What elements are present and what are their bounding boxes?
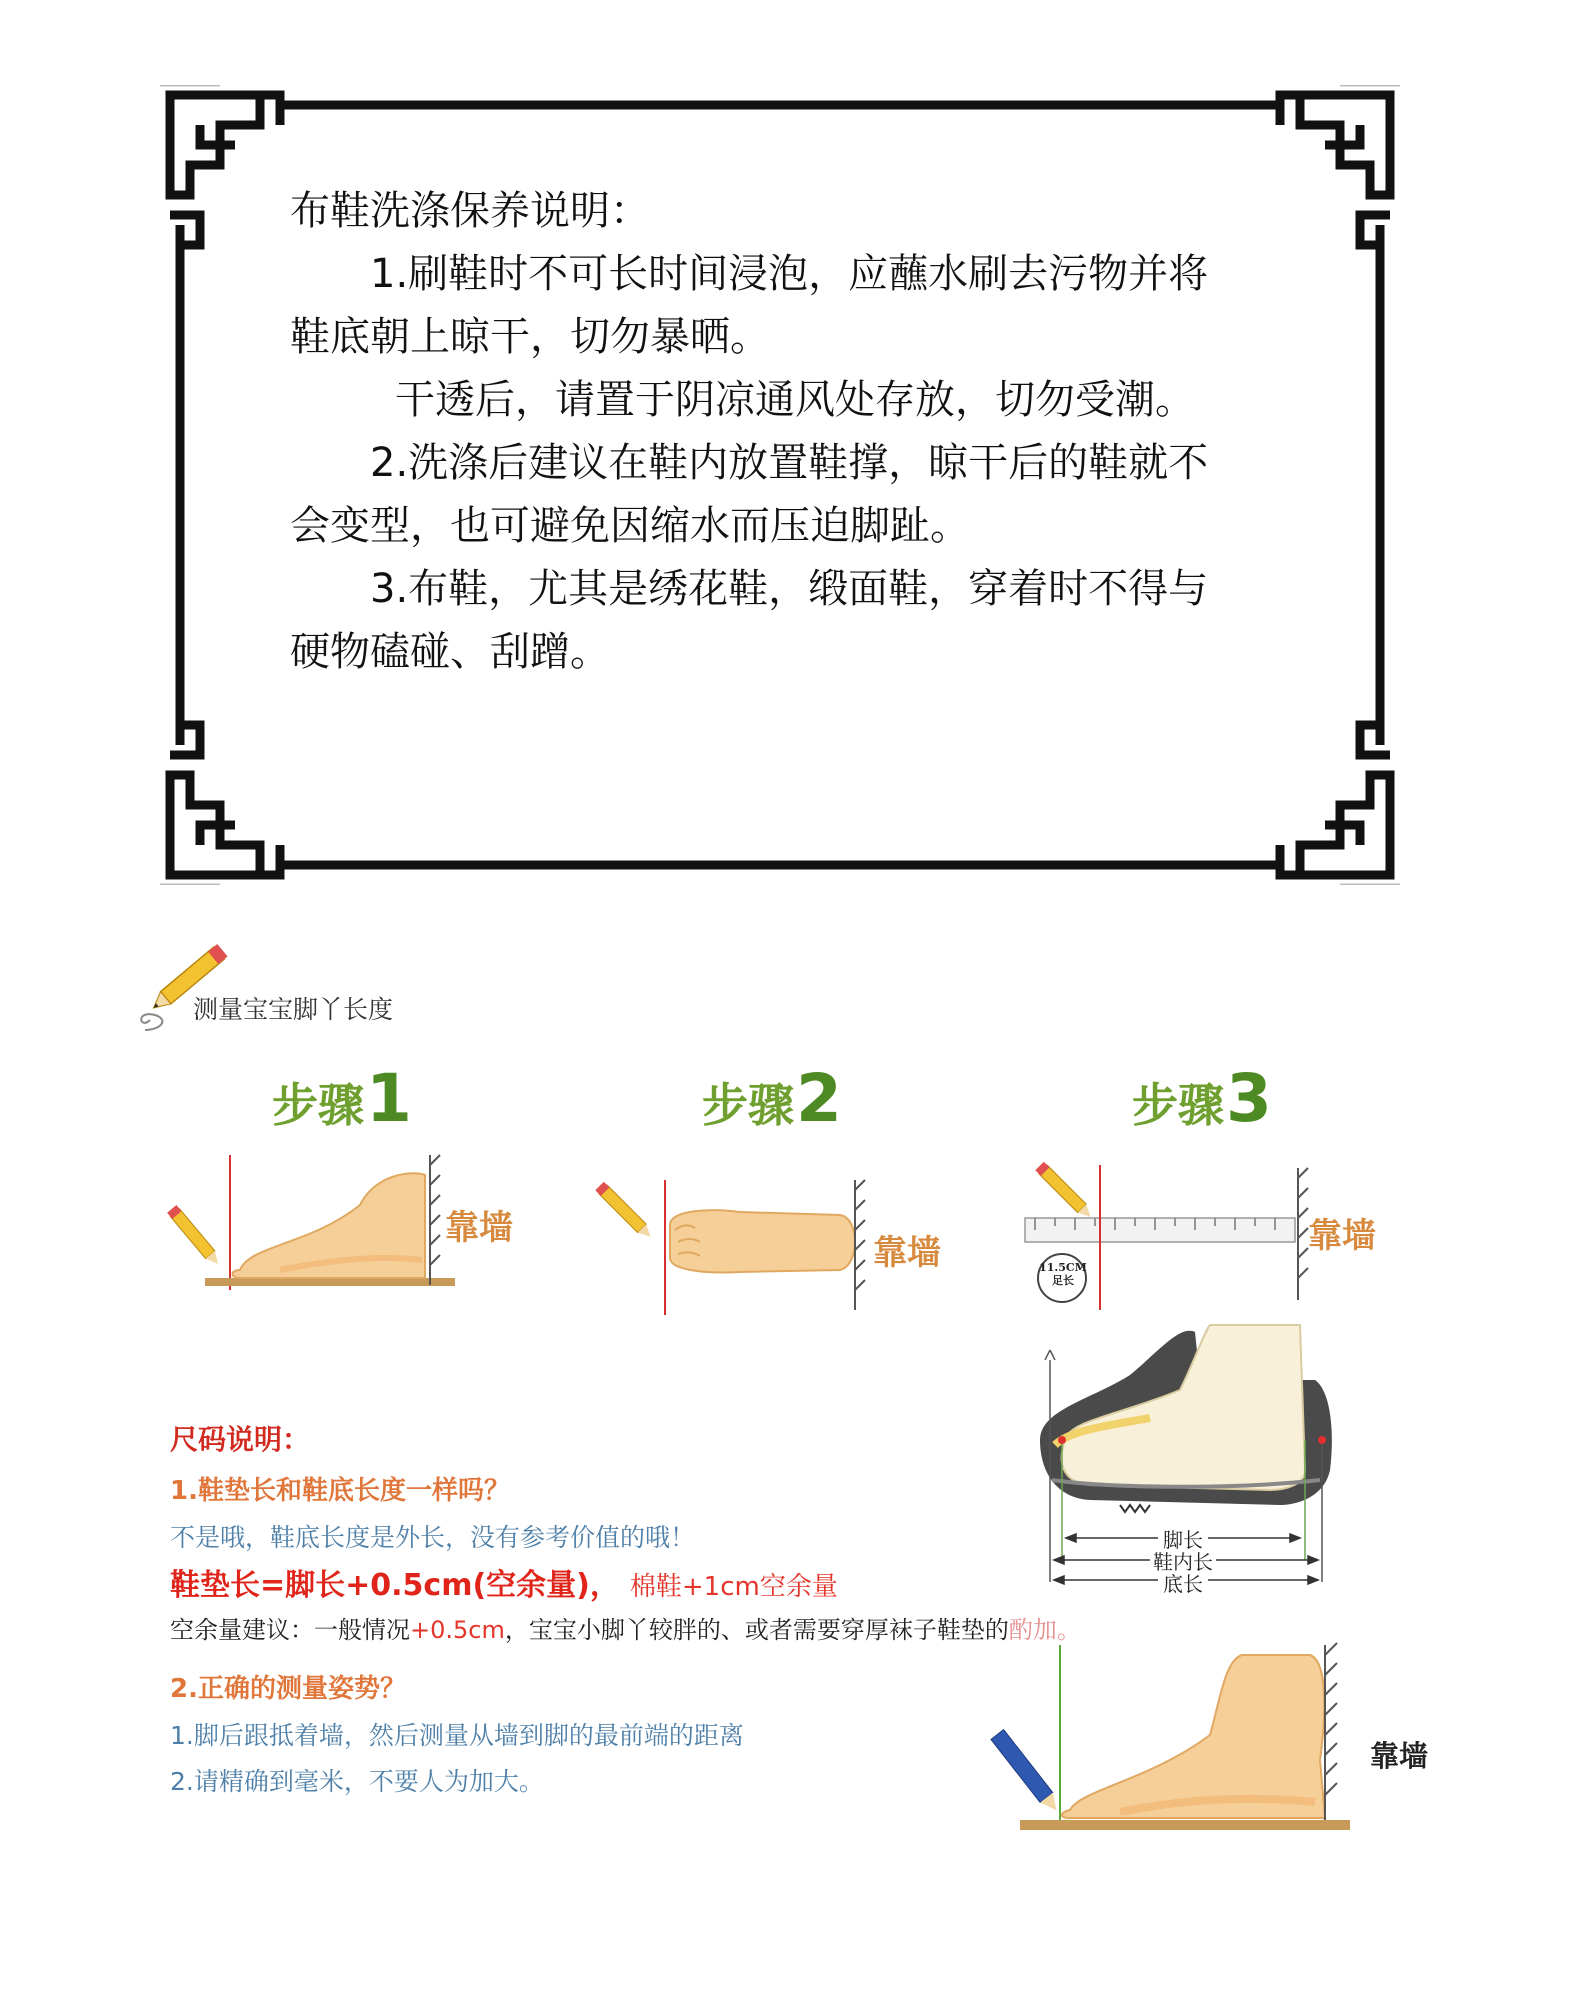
wall-hatch: [430, 1155, 440, 1285]
insole-formula: [170, 1560, 838, 1604]
step-1-illustration: [160, 1150, 460, 1300]
cotton-shoe-note: 棉鞋+1cm空余量: [629, 1572, 838, 1602]
answer-1: 不是哦，鞋底长度是外长，没有参考价值的哦！: [170, 1523, 696, 1552]
step-3-label: 步骤: [1132, 1078, 1224, 1132]
size-title: 尺码说明：: [170, 1423, 311, 1456]
step-1-wall-label: 靠墙: [445, 1208, 513, 1248]
step-2-number: 2: [796, 1060, 842, 1137]
spare-suffix: 酌加。: [1008, 1616, 1081, 1644]
care-instructions: [290, 180, 1290, 684]
step-1-label: 步骤: [272, 1078, 364, 1132]
care-line-2: 鞋底朝上晾干，切勿暴晒。: [290, 314, 770, 360]
inner-length-label: 鞋内长: [1153, 1550, 1213, 1574]
length-badge-text: [1038, 1261, 1088, 1287]
spare-mid: ，宝宝小脚丫较胖的、或者需要穿厚袜子鞋垫的: [504, 1616, 1009, 1644]
care-title: 布鞋洗涤保养说明：: [290, 188, 650, 234]
length-badge-unit: 足长: [1052, 1274, 1074, 1287]
sole-length-label: 底长: [1163, 1572, 1203, 1596]
step-1-title: [272, 1060, 412, 1137]
step-2-title: [702, 1060, 842, 1137]
step-2-wall-label: 靠墙: [873, 1233, 941, 1273]
step-1-number: 1: [366, 1060, 412, 1137]
spare-advice: [170, 1610, 1081, 1645]
foot-length-label: 脚长: [1163, 1528, 1203, 1552]
tip-2: 2.请精确到毫米，不要人为加大。: [170, 1767, 544, 1796]
step-3-title: [1132, 1060, 1272, 1137]
correct-posture-illustration: [980, 1640, 1370, 1840]
question-2: 2.正确的测量姿势？: [170, 1674, 406, 1704]
step-2-illustration: [590, 1170, 870, 1320]
spare-value: +0.5cm: [410, 1616, 505, 1644]
step-3-illustration: [1020, 1150, 1310, 1320]
tip-1: 1.脚后跟抵着墙，然后测量从墙到脚的最前端的距离: [170, 1721, 744, 1750]
step-2-label: 步骤: [702, 1078, 794, 1132]
care-line-3: 干透后，请置于阴凉通风处存放，切勿受潮。: [395, 377, 1195, 423]
insole-formula-main: 鞋垫长=脚长+0.5cm(空余量)，: [170, 1568, 620, 1603]
measure-title: 测量宝宝脚丫长度: [193, 995, 394, 1024]
step-3-wall-label: 靠墙: [1308, 1216, 1376, 1256]
posture-wall-label: 靠墙: [1370, 1739, 1429, 1773]
care-line-1: 1.刷鞋时不可长时间浸泡，应蘸水刷去污物并将: [370, 251, 1209, 297]
care-line-7: 硬物磕碰、刮蹭。: [290, 629, 610, 675]
spare-prefix: 空余量建议：一般情况: [170, 1616, 410, 1644]
care-line-4: 2.洗涤后建议在鞋内放置鞋撑，晾干后的鞋就不: [370, 440, 1209, 486]
question-1: 1.鞋垫长和鞋底长度一样吗？: [170, 1476, 510, 1506]
care-line-5: 会变型，也可避免因缩水而压迫脚趾。: [290, 503, 970, 549]
care-line-6: 3.布鞋，尤其是绣花鞋，缎面鞋，穿着时不得与: [370, 566, 1209, 612]
step-3-number: 3: [1226, 1060, 1272, 1137]
length-badge-value: 11.5CM: [1039, 1261, 1087, 1274]
